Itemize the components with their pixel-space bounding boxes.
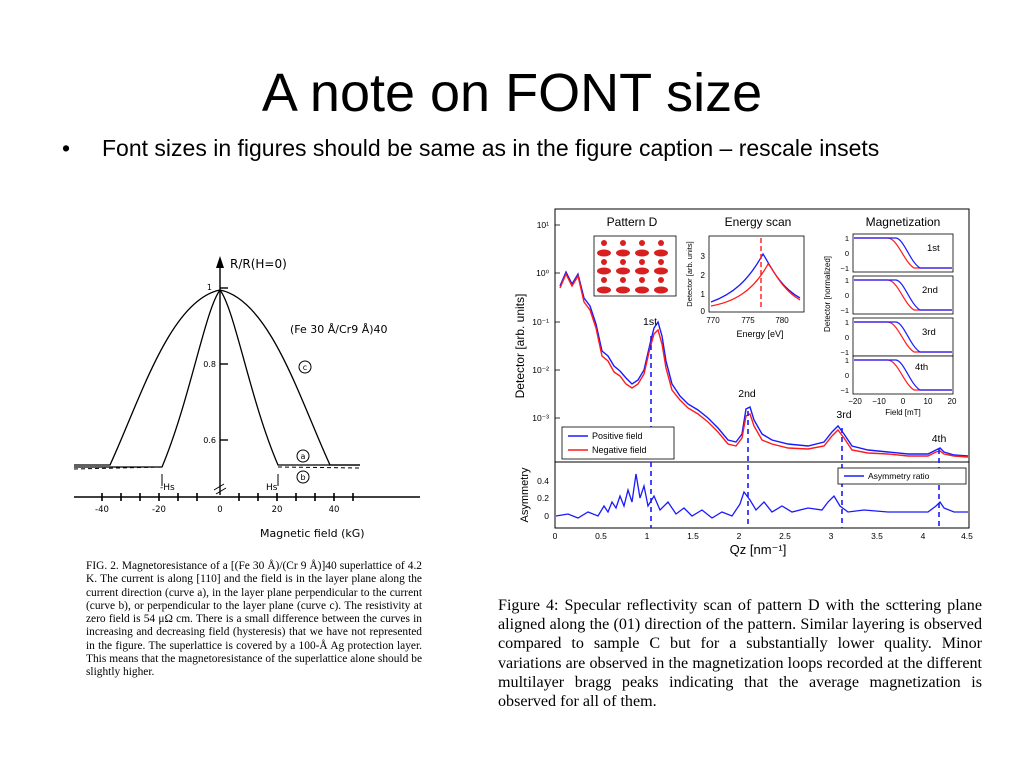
mag-x-tick: 0: [900, 397, 906, 406]
mag-y-tick: 0: [844, 249, 849, 258]
main-y-tick: 10⁰: [536, 268, 549, 278]
reflectivity-figure: [508, 206, 982, 560]
figure-2-caption: FIG. 2. Magnetoresistance of a [(Fe 30 Å)/(Cr 9 Å)]40 superlattice of 4.2 K. The current is along [110] and the field is in the layer plane along the current direction (curve a), in the layer plane perpendicular to the current (curve b), or perpendicular to the layer plane (curve c). The resistivity at zero field is 54 μΩ cm. There is a small difference between the curves in increasing and decreasing field (hysteresis) that we have not represented in the figure. The superlattice is covered by a 100-Å Ag protection layer. This means that the magnetoresistance of the superlattice alone should be slightly higher.: [86, 560, 422, 679]
energy-inset-title: Energy scan: [724, 215, 792, 229]
magnetization-inset-title: Magnetization: [865, 215, 941, 229]
bullet-glyph: •: [62, 135, 71, 161]
y-tick-label: 0.6: [203, 436, 216, 445]
main-y-tick: 10⁻³: [532, 413, 549, 423]
x-tick: 0.5: [595, 531, 607, 541]
field-label-hs: Hs: [266, 483, 278, 493]
x-tick: 2.5: [779, 531, 791, 541]
energy-y-tick: 1: [700, 290, 705, 299]
energy-x-tick: 780: [775, 316, 789, 325]
slide-title: A note on FONT size: [261, 63, 763, 123]
energy-y-tick: 2: [700, 271, 705, 280]
mag-panel: [853, 276, 953, 314]
energy-x-tick: 770: [706, 316, 720, 325]
x-tick: 4.5: [961, 531, 973, 541]
mag-panel: [853, 318, 953, 356]
x-tick: 0: [552, 531, 558, 541]
x-tick-label: 20: [271, 505, 283, 515]
x-tick-label: 40: [328, 505, 340, 515]
main-y-label: Detector [arb. units]: [513, 293, 527, 399]
mag-y-tick: −1: [840, 306, 849, 315]
mag-y-tick: 1: [844, 318, 849, 327]
legend-positive: Positive field: [592, 431, 643, 441]
x-tick: 2: [736, 531, 742, 541]
mag-x-tick: −10: [872, 397, 886, 406]
mag-x-label: Field [mT]: [885, 408, 921, 417]
sample-label: (Fe 30 Å/Cr9 Å)40: [290, 323, 388, 336]
mag-y-tick: −1: [840, 264, 849, 273]
mag-x-tick: 20: [947, 397, 957, 406]
x-axis-label: Qz [nm⁻¹]: [729, 542, 787, 557]
x-tick: 3.5: [871, 531, 883, 541]
asym-y-tick: 0.2: [537, 493, 549, 503]
y-axis-label: R/R(H=0): [230, 257, 287, 271]
asym-legend: Asymmetry ratio: [868, 471, 930, 481]
mag-x-tick: 10: [923, 397, 933, 406]
energy-y-tick: 0: [700, 307, 705, 316]
energy-x-label: Energy [eV]: [736, 329, 784, 339]
mag-panel-label: 4th: [915, 362, 929, 373]
mag-panel: [853, 234, 953, 272]
mag-y-tick: −1: [840, 386, 849, 395]
main-y-tick: 10⁻¹: [532, 317, 549, 327]
x-tick-label: 0: [217, 505, 223, 515]
legend-negative: Negative field: [592, 445, 647, 455]
mag-y-label: Detector [normalized]: [823, 255, 832, 333]
mag-y-tick: 1: [844, 356, 849, 365]
asym-y-tick: 0: [544, 511, 549, 521]
bullet-text: Font sizes in figures should be same as in the figure caption – rescale insets: [102, 135, 880, 161]
peak-label: 4th: [931, 433, 947, 445]
mag-y-tick: 1: [844, 276, 849, 285]
mag-x-tick: −20: [848, 397, 862, 406]
main-y-tick: 10⁻²: [532, 365, 549, 375]
curve-label-a: a: [300, 452, 306, 461]
mag-y-tick: 0: [844, 291, 849, 300]
x-tick: 4: [920, 531, 926, 541]
peak-label: 1st: [642, 316, 658, 328]
energy-x-tick: 775: [741, 316, 755, 325]
x-tick-label: -20: [152, 505, 166, 515]
asym-y-tick: 0.4: [537, 476, 549, 486]
mag-y-tick: −1: [840, 348, 849, 357]
x-tick: 1: [644, 531, 650, 541]
mag-panel-label: 1st: [927, 243, 940, 254]
curve-label-b: b: [300, 473, 306, 482]
mag-y-tick: 0: [844, 371, 849, 380]
field-label-neg-hs: -Hs: [160, 483, 175, 493]
mag-panel-label: 2nd: [922, 285, 938, 296]
x-tick: 1.5: [687, 531, 699, 541]
peak-label: 2nd: [738, 388, 756, 400]
mag-panel: [853, 356, 953, 394]
x-tick: 3: [828, 531, 834, 541]
energy-y-label: Detector [arb. units]: [685, 241, 694, 307]
y-tick-label: 0.8: [203, 360, 216, 369]
main-y-tick: 10¹: [536, 220, 549, 230]
mag-y-tick: 0: [844, 333, 849, 342]
asymmetry-y-label: Asymmetry: [519, 467, 531, 523]
y-tick-label: 1: [206, 283, 212, 292]
magnetoresistance-figure: [60, 250, 450, 550]
x-tick-label: -40: [95, 505, 109, 515]
pattern-inset-title: Pattern D: [606, 215, 658, 229]
figure-4-caption: Figure 4: Specular reflectivity scan of pattern D with the scttering plane aligned along the (01) direction of the pattern. Similar layering is observed compared to sample C but for a substantially lower quality. Minor variations are observed in the magnetization loops recorded at the different multilayer bragg peaks indicating that the average magnetization is observed for all of them.: [498, 597, 982, 711]
x-axis-label: Magnetic field (kG): [260, 527, 365, 540]
peak-label: 3rd: [836, 409, 852, 421]
curve-label-c: c: [302, 363, 308, 372]
energy-y-tick: 3: [700, 252, 705, 261]
mag-y-tick: 1: [844, 234, 849, 243]
mag-panel-label: 3rd: [922, 327, 936, 338]
